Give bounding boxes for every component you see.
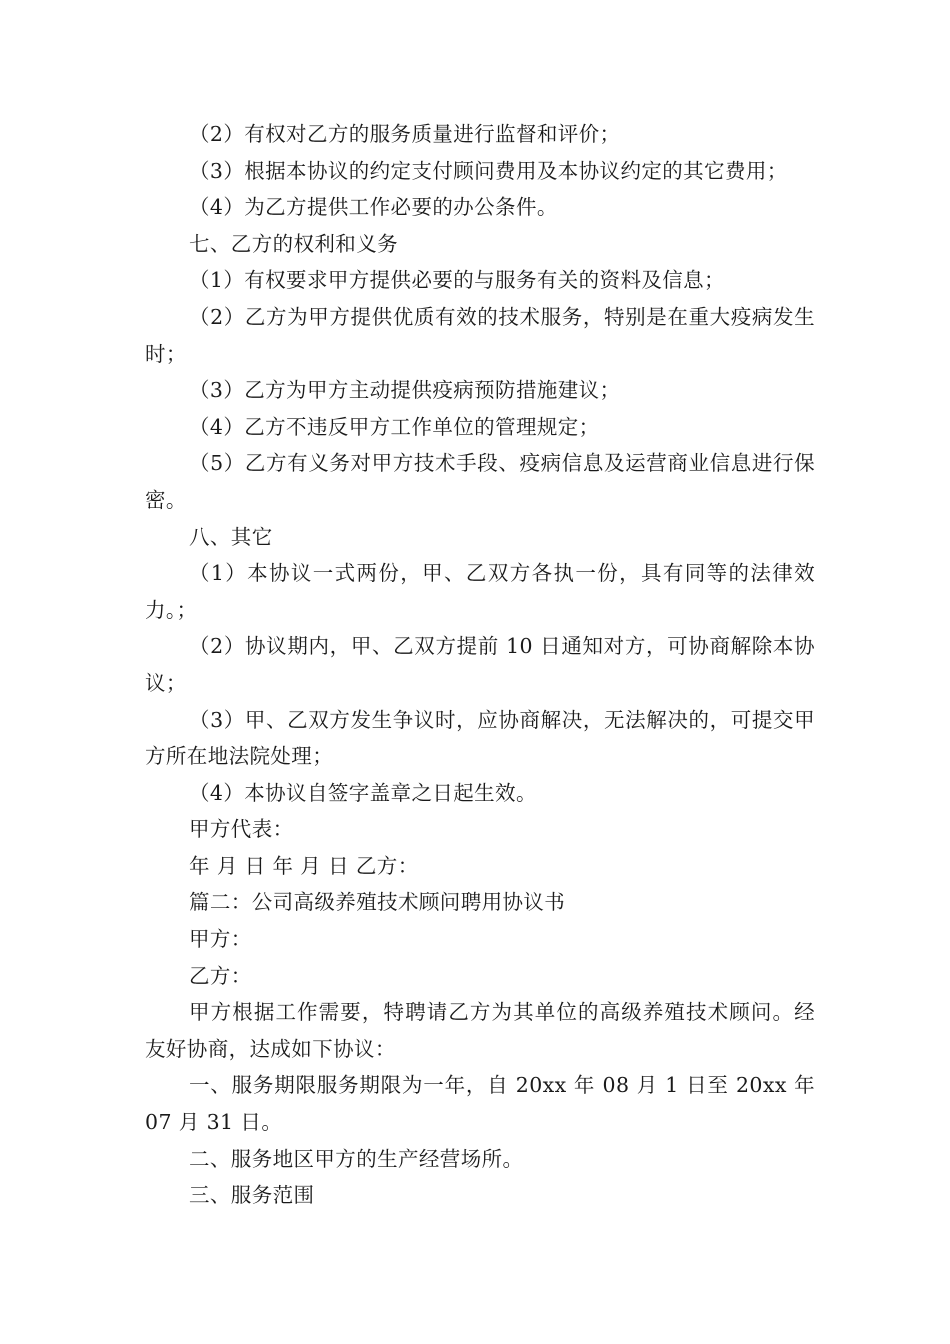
section-7-heading: 七、乙方的权利和义务 — [189, 231, 398, 256]
clause-8-item-1: （1）本协议一式两份，甲、乙双方各执一份，具有同等的法律效力。； — [145, 561, 815, 622]
party-a-line: 甲方： — [189, 927, 252, 952]
clause-7-item-5: （5）乙方有义务对甲方技术手段、疫病信息及运营商业信息进行保密。 — [145, 451, 815, 512]
clause-8-item-2: （2）协议期内，甲、乙双方提前 10 日通知对方，可协商解除本协议； — [145, 634, 815, 695]
document-body — [145, 116, 815, 1214]
date-signature-line: 年 月 日 年 月 日 乙方： — [189, 853, 419, 878]
party-a-representative-line: 甲方代表： — [189, 817, 294, 842]
clause-6-item-3: （3）根据本协议的约定支付顾问费用及本协议约定的其它费用； — [189, 158, 788, 183]
agreement-preamble: 甲方根据工作需要，特聘请乙方为其单位的高级养殖技术顾问。经友好协商，达成如下协议： — [145, 1000, 815, 1061]
clause-7-item-2: （2）乙方为甲方提供优质有效的技术服务，特别是在重大疫病发生时； — [145, 304, 815, 366]
section-8-heading: 八、其它 — [189, 524, 273, 549]
clause-7-item-3: （3）乙方为甲方主动提供疫病预防措施建议； — [189, 378, 621, 403]
part-two-title: 篇二：公司高级养殖技术顾问聘用协议书 — [189, 890, 566, 915]
clause-7-item-1: （1）有权要求甲方提供必要的与服务有关的资料及信息； — [189, 268, 725, 293]
section-1-service-term: 一、服务期限服务期限为一年，自 20xx 年 08 月 1 日至 20xx 年 07 月 31 日。 — [145, 1073, 815, 1135]
section-2-service-area: 二、服务地区甲方的生产经营场所。 — [189, 1146, 524, 1171]
clause-6-item-4: （4）为乙方提供工作必要的办公条件。 — [189, 195, 558, 220]
clause-6-item-2: （2）有权对乙方的服务质量进行监督和评价； — [189, 122, 621, 146]
section-3-service-scope: 三、服务范围 — [189, 1183, 315, 1208]
clause-8-item-3: （3）甲、乙双方发生争议时，应协商解决，无法解决的，可提交甲方所在地法院处理； — [145, 707, 815, 769]
party-b-line: 乙方： — [189, 963, 252, 988]
clause-7-item-4: （4）乙方不违反甲方工作单位的管理规定； — [189, 414, 600, 439]
clause-8-item-4: （4）本协议自签字盖章之日起生效。 — [189, 780, 537, 805]
